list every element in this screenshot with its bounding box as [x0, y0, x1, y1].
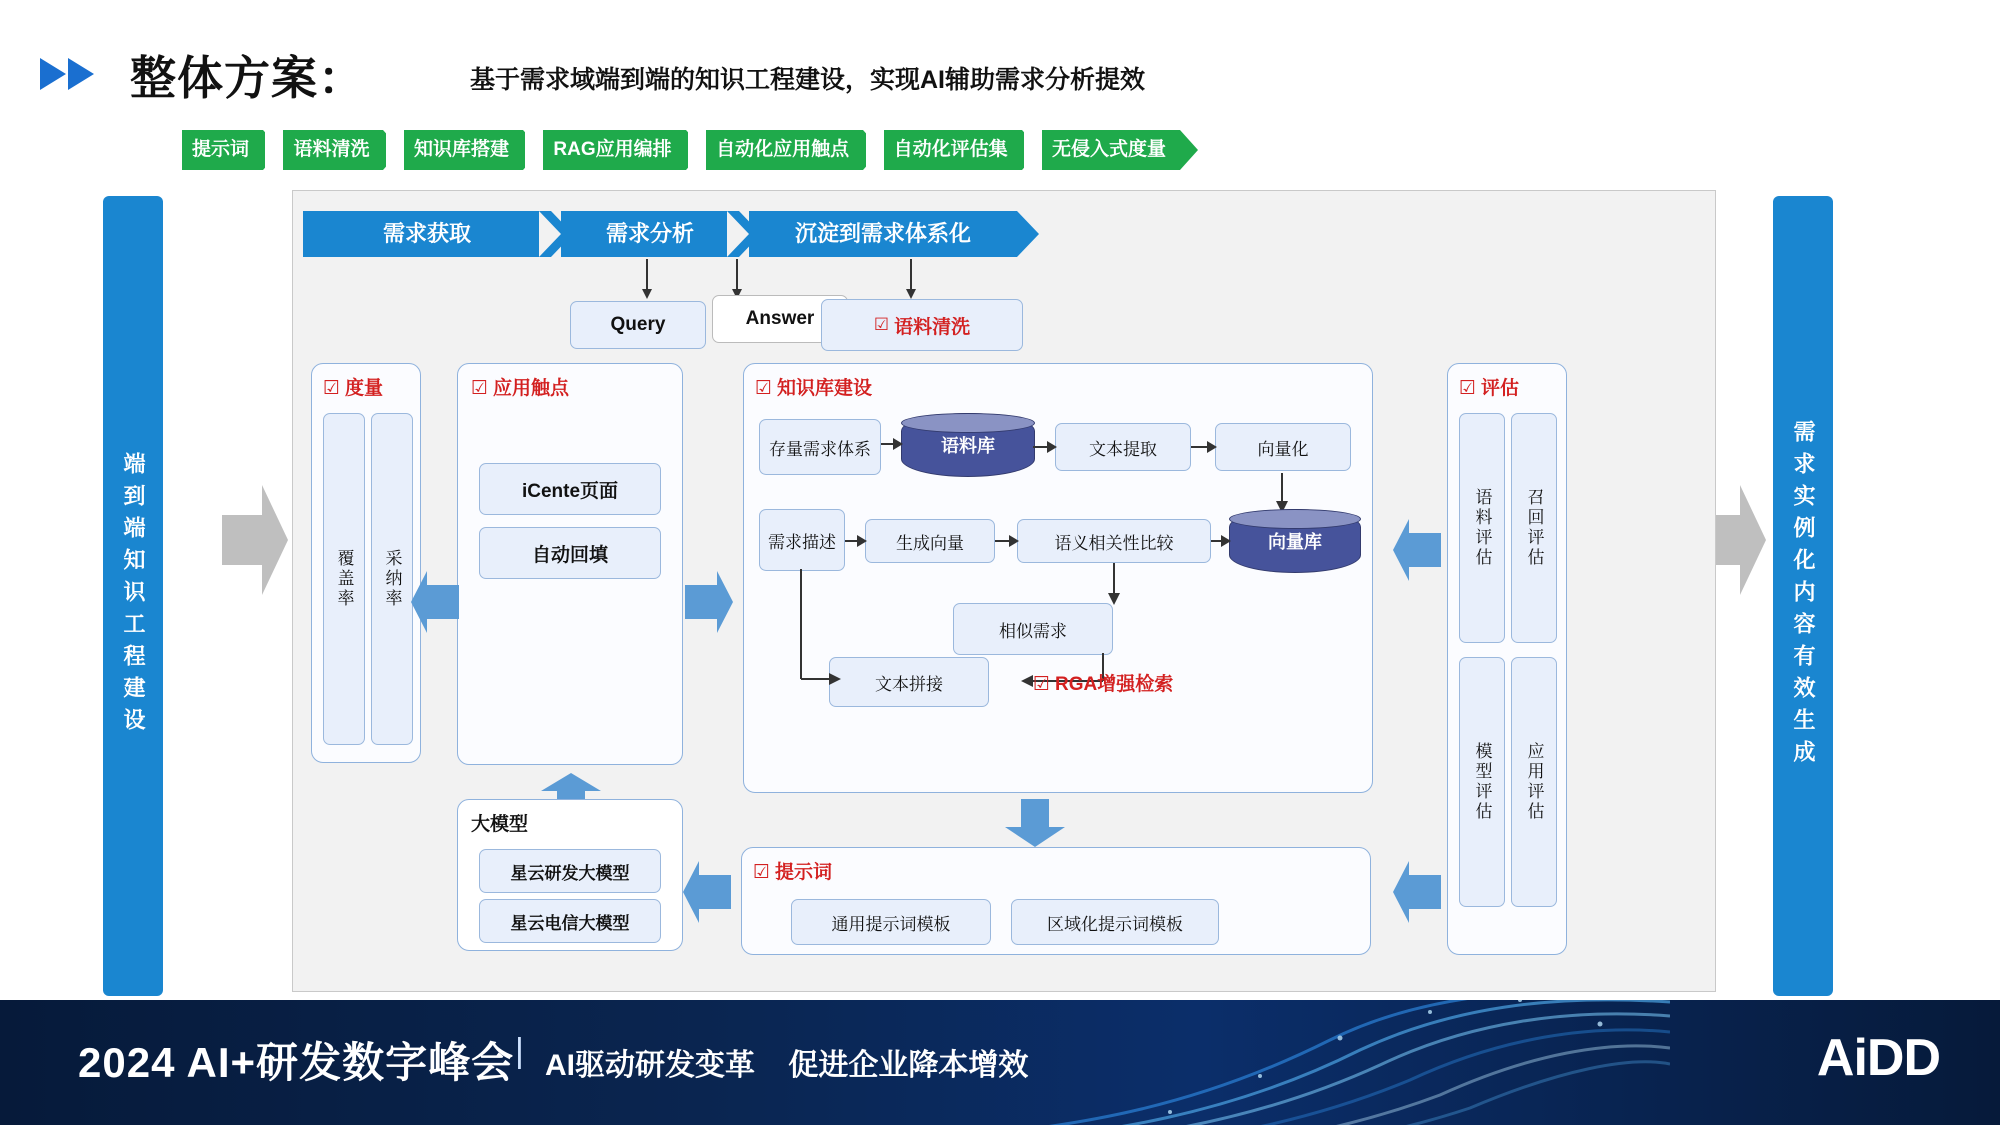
sidebar-left-text: 端到端知识工程建设 — [121, 452, 146, 740]
prompt-item-1[interactable]: 区域化提示词模板 — [1011, 899, 1219, 945]
kb-arrow-r1-a — [881, 435, 903, 453]
checkbox-icon: ☑ — [755, 378, 773, 399]
eval-title-text: 评估 — [1481, 378, 1520, 399]
metrics-item-0[interactable] — [323, 413, 365, 745]
query-box[interactable]: Query — [570, 301, 706, 349]
checkbox-icon: ☑ — [873, 315, 890, 334]
kb-row1-item-3[interactable]: 向量化 — [1215, 423, 1351, 471]
kb-arrow-r2-a — [845, 532, 867, 550]
sidebar-right-label — [1773, 196, 1833, 996]
kb-group-title — [755, 373, 872, 400]
pipeline-chevron-1[interactable]: 语料清洗 — [283, 130, 383, 170]
corpus-clean-box[interactable] — [821, 299, 1023, 351]
pipeline-chevron-2[interactable]: 知识库搭建 — [404, 130, 523, 170]
footer-sub-a: AI驱动研发变革 — [545, 1049, 755, 1082]
corpus-clean-label: 语料清洗 — [894, 316, 971, 338]
footer-title: 2024 AI+研发数字峰会 — [78, 1039, 515, 1086]
vector-db-label: 向量库 — [1268, 532, 1322, 552]
kb-arrow-r2-c — [1211, 532, 1231, 550]
checkbox-icon: ☑ — [323, 378, 341, 399]
blue-arrow-eval-to-kb — [1393, 519, 1441, 586]
sidebar-left-label — [103, 196, 163, 996]
bigmodel-group-title: 大模型 — [471, 814, 529, 835]
kb-arrow-r2-b — [995, 532, 1019, 550]
connector-corpus-clean — [901, 259, 921, 301]
checkbox-icon: ☑ — [471, 378, 489, 399]
blue-arrow-touchpoint-to-metrics — [411, 571, 459, 638]
eval-item-1-label: 召回评估 — [1524, 488, 1544, 568]
main-diagram-panel — [292, 190, 1716, 992]
metrics-title-text: 度量 — [345, 378, 384, 399]
pipeline-chevron-5[interactable]: 自动化评估集 — [884, 130, 1022, 170]
play-icon — [40, 58, 100, 90]
kb-arrow-desc-to-concat — [789, 569, 845, 687]
prompt-item-0[interactable]: 通用提示词模板 — [791, 899, 991, 945]
blue-arrow-touchpoint-to-kb — [685, 571, 733, 638]
sidebar-right-text: 需求实例化内容有效生成 — [1791, 420, 1816, 772]
metrics-item-1-label: 采纳率 — [382, 549, 402, 609]
checkbox-icon: ☑ — [1459, 378, 1477, 399]
touchpoint-item-0[interactable]: iCente页面 — [479, 463, 661, 515]
rag-label-text: RGA增强检索 — [1055, 674, 1174, 695]
vector-db-cylinder[interactable] — [1229, 509, 1361, 573]
page-subtitle: 基于需求域端到端的知识工程建设，实现AI辅助需求分析提效 — [470, 66, 1146, 94]
footer-sub-b: 促进企业 — [788, 1049, 909, 1082]
blue-arrow-eval-to-prompt — [1393, 861, 1441, 928]
touchpoint-group-title — [471, 373, 569, 400]
touchpoint-item-1[interactable]: 自动回填 — [479, 527, 661, 579]
connector-query — [637, 259, 657, 301]
slide-header — [0, 20, 2000, 104]
bigmodel-item-1[interactable]: 星云电信大模型 — [479, 899, 661, 943]
checkbox-icon: ☑ — [753, 862, 771, 883]
footer-subtitle — [545, 1040, 1028, 1084]
pipeline-chevron-row — [182, 130, 1196, 170]
footer-sub-c: 降本增效 — [908, 1049, 1029, 1082]
eval-item-3-label: 应用评估 — [1524, 742, 1544, 822]
footer-divider: | — [515, 1032, 524, 1070]
kb-row2-item-0[interactable]: 需求描述 — [759, 509, 845, 571]
page-title: 整体方案： — [130, 52, 365, 104]
eval-item-0[interactable] — [1459, 413, 1505, 643]
flow-chevron-1[interactable]: 需求分析 — [561, 211, 739, 257]
corpus-db-label: 语料库 — [941, 436, 995, 456]
bigmodel-item-0[interactable]: 星云研发大模型 — [479, 849, 661, 893]
prompt-group-title — [753, 857, 832, 884]
kb-row2-item-1[interactable]: 生成向量 — [865, 519, 995, 563]
flow-chevron-2[interactable]: 沉淀到需求体系化 — [749, 211, 1017, 257]
checkbox-icon: ☑ — [1033, 674, 1051, 695]
flow-chevron-0[interactable]: 需求获取 — [303, 211, 551, 257]
eval-item-1[interactable] — [1511, 413, 1557, 643]
eval-item-3[interactable] — [1511, 657, 1557, 907]
pipeline-chevron-6[interactable]: 无侵入式度量 — [1042, 130, 1180, 170]
kb-row1-item-0[interactable]: 存量需求体系 — [759, 419, 881, 475]
kb-arrow-r1-b — [1033, 438, 1057, 456]
touchpoint-title-text: 应用触点 — [493, 378, 570, 399]
pipeline-chevron-4[interactable]: 自动化应用触点 — [706, 130, 863, 170]
aidd-logo-text: AiDD — [1816, 1029, 1940, 1087]
prompt-title-text: 提示词 — [775, 862, 833, 883]
pipeline-chevron-0[interactable]: 提示词 — [182, 130, 263, 170]
kb-row1-item-2[interactable]: 文本提取 — [1055, 423, 1191, 471]
text-concat-box[interactable]: 文本拼接 — [829, 657, 989, 707]
metrics-item-1[interactable] — [371, 413, 413, 745]
kb-arrow-similar-down — [1105, 563, 1123, 605]
eval-item-2[interactable] — [1459, 657, 1505, 907]
slide-footer — [0, 1000, 2000, 1125]
grey-arrow-left — [222, 485, 288, 600]
kb-arrow-vec-down — [1273, 473, 1291, 513]
eval-group-title — [1459, 373, 1519, 400]
rag-label — [1033, 669, 1173, 696]
metrics-item-0-label: 覆盖率 — [334, 549, 354, 609]
aidd-logo — [1817, 1028, 1940, 1088]
metrics-group-title — [323, 373, 383, 400]
corpus-db-cylinder[interactable] — [901, 413, 1035, 477]
answer-box[interactable]: Answer — [712, 295, 848, 343]
kb-title-text: 知识库建设 — [777, 378, 873, 399]
kb-arrow-r1-c — [1191, 438, 1217, 456]
blue-arrow-kb-to-prompt — [1005, 799, 1065, 852]
similar-demand-box[interactable]: 相似需求 — [953, 603, 1113, 655]
blue-arrow-prompt-to-bigmodel — [683, 861, 731, 928]
eval-item-0-label: 语料评估 — [1472, 488, 1492, 568]
eval-item-2-label: 模型评估 — [1472, 742, 1492, 822]
kb-row2-item-2[interactable]: 语义相关性比较 — [1017, 519, 1211, 563]
pipeline-chevron-3[interactable]: RAG应用编排 — [543, 130, 685, 170]
